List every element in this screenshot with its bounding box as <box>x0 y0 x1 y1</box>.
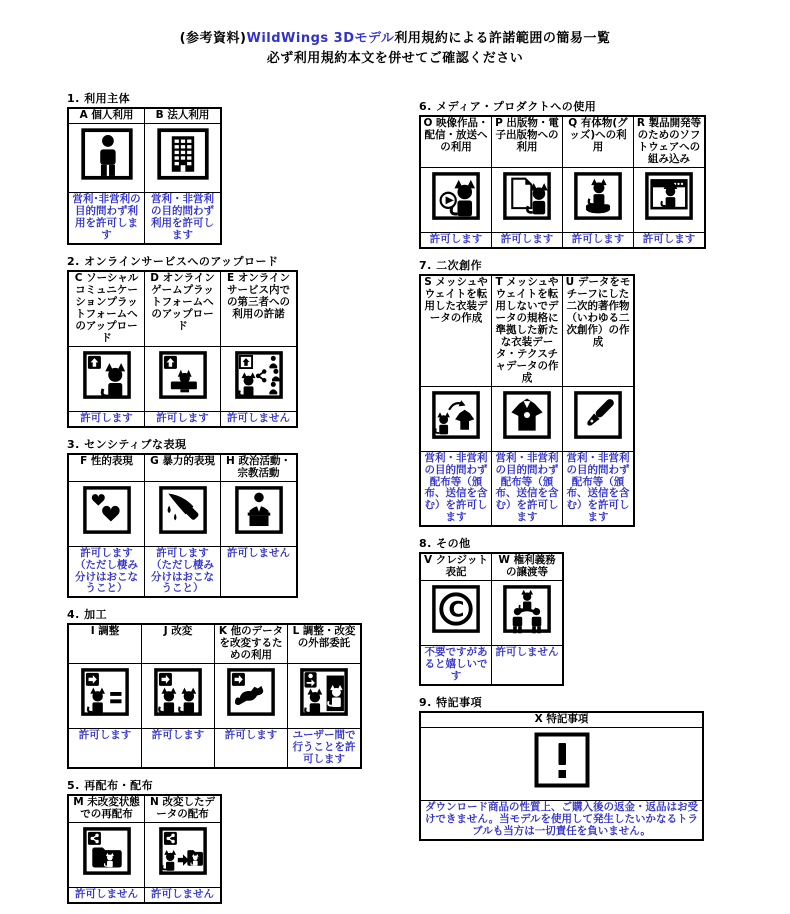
title-prefix: (参考資料) <box>179 31 247 46</box>
cell-header: M 未改変状態での再配布 <box>68 795 145 822</box>
icon-cell <box>420 728 703 801</box>
permission-table-7 <box>419 274 635 528</box>
permission-text: 許可しません <box>68 888 145 903</box>
permission-table-6 <box>419 115 706 249</box>
section-6 <box>419 100 719 249</box>
outsource-icon <box>290 666 358 718</box>
cell-header: D オンラインゲームプラットフォームへのアップロード <box>145 271 221 346</box>
cell-header: X 特記事項 <box>420 712 703 727</box>
hearts-icon <box>71 484 142 536</box>
permission-table-5 <box>67 794 222 904</box>
icon-cell <box>492 167 563 232</box>
building-icon <box>147 126 218 182</box>
cell-header: P 出版物・電子出版物への利用 <box>492 116 563 167</box>
permission-text: 許可しません <box>221 546 298 597</box>
publication-cat-icon <box>494 170 560 222</box>
share-third-party-icon <box>223 349 294 401</box>
section-9 <box>419 696 719 841</box>
permission-text: 許可しません <box>145 888 222 903</box>
cell-header: Q 有体物(グッズ)への利用 <box>563 116 634 167</box>
title-subtitle: 必ず利用規約本文を併せてご確認ください <box>266 51 524 66</box>
icon-cell <box>68 664 142 729</box>
cell-header: F 性的表現 <box>68 454 145 481</box>
permission-table-8 <box>419 552 564 686</box>
person-icon <box>71 126 142 182</box>
section-5-label: 5. 再配布・配布 <box>67 779 154 793</box>
pen-icon <box>565 389 631 441</box>
permission-text: 許可します <box>634 232 706 247</box>
cell-header: I 調整 <box>68 624 142 663</box>
permission-text: 許可します <box>563 232 634 247</box>
cell-header: G 暴力的表現 <box>145 454 221 481</box>
costume-new-icon <box>494 389 560 441</box>
upload-cat-icon <box>71 349 142 401</box>
title-suffix: 利用規約による許諾範囲の簡易一覧 <box>394 31 611 46</box>
icon-cell <box>420 581 492 646</box>
permission-text: 許可します <box>145 411 221 426</box>
permission-text: ユーザー間で行うことを許可します <box>288 729 362 768</box>
permission-text: ダウンロード商品の性質上、ご購入後の返金・返品はお受けできません。当モデルを使用して発生したいかなるトラブルも当方は一切責任を負いません。 <box>420 801 703 840</box>
section-2 <box>67 255 372 428</box>
upload-game-icon <box>147 349 218 401</box>
rights-transfer-icon <box>494 583 560 635</box>
modify-cats-icon <box>144 666 212 718</box>
permission-text: 許可します <box>142 729 215 768</box>
icon-cell <box>142 664 215 729</box>
icon-cell <box>68 823 145 888</box>
cell-header: W 権利義務の譲渡等 <box>492 553 564 580</box>
cell-header: E オンラインサービス内での第三者への利用の許諾 <box>221 271 298 346</box>
section-1 <box>67 92 372 245</box>
icon-cell <box>145 123 222 192</box>
section-9-label: 9. 特記事項 <box>419 696 483 710</box>
permission-table-4 <box>67 623 362 769</box>
icon-cell <box>145 481 221 546</box>
permission-table-1 <box>67 107 222 245</box>
icon-cell <box>420 386 492 451</box>
section-3 <box>67 438 372 599</box>
costume-reuse-icon <box>423 389 489 441</box>
icon-cell <box>68 481 145 546</box>
section-1-label: 1. 利用主体 <box>67 92 131 105</box>
cell-header: J 改変 <box>142 624 215 663</box>
svg-text:C: C <box>448 597 465 623</box>
icon-cell <box>634 167 706 232</box>
icon-cell <box>288 664 362 729</box>
permission-text: 営利・非営利の目的問わず配布等（頒布、送信を含む）を許可します <box>492 451 563 526</box>
cell-header: N 改変したデータの配布 <box>145 795 222 822</box>
icon-cell <box>221 481 298 546</box>
permission-text: 許可します（ただし棲み分けはおこなうこと） <box>145 546 221 597</box>
software-window-icon <box>636 170 702 222</box>
permission-text: 許可します <box>68 729 142 768</box>
permission-table-2 <box>67 270 298 428</box>
icon-cell <box>492 581 564 646</box>
icon-cell <box>492 386 563 451</box>
icon-cell <box>221 346 298 411</box>
permission-text: 営利･非営利の目的問わず利用を許可します <box>68 192 145 243</box>
section-8-label: 8. その他 <box>419 537 471 551</box>
section-8 <box>419 537 719 686</box>
distribute-modified-icon <box>147 825 218 877</box>
cell-header: V クレジット表記 <box>420 553 492 580</box>
section-7-label: 7. 二次創作 <box>419 258 483 272</box>
permission-text: 営利・非営利の目的問わず配布等（頒布、送信を含む）を許可します <box>420 451 492 526</box>
copyright-icon <box>423 583 489 635</box>
permission-text: 営利・非営利の目的問わず利用を許可します <box>145 192 222 243</box>
section-2-label: 2. オンラインサービスへのアップロード <box>67 254 279 268</box>
cell-header: U データをモチーフにした二次的著作物（いわゆる二次創作）の作成 <box>563 275 635 386</box>
title-brand: WildWings 3Dモデル <box>246 31 395 46</box>
adjust-equal-icon <box>71 666 139 718</box>
section-4-label: 4. 加工 <box>67 608 108 622</box>
cell-header: A 個人利用 <box>68 108 145 123</box>
permission-table-9 <box>419 711 704 841</box>
podium-icon <box>223 484 294 536</box>
cell-header: C ソーシャルコミュニケーションプラットフォームへのアップロード <box>68 271 145 346</box>
cell-header: S メッシュやウェイトを転用した衣装データの作成 <box>420 275 492 386</box>
video-play-cat-icon <box>423 170 489 222</box>
section-6-label: 6. メディア・プロダクトへの使用 <box>419 100 597 113</box>
left-column <box>67 92 372 914</box>
cell-header: K 他のデータを改変するための利用 <box>215 624 288 663</box>
icon-cell <box>563 167 634 232</box>
section-7 <box>419 259 719 528</box>
cell-header: R 製品開発等のためのソフトウェアへの組み込み <box>634 116 706 167</box>
icon-cell <box>145 823 222 888</box>
icon-cell <box>563 386 635 451</box>
cell-header: L 調整・改変の外部委託 <box>288 624 362 663</box>
section-3-label: 3. センシティブな表現 <box>67 437 187 451</box>
goods-figure-icon <box>565 170 631 222</box>
cell-header: T メッシュやウェイトを転用しないでデータの規格に準拠した新たな衣装データ・テクスチャデータの作成 <box>492 275 563 386</box>
knife-icon <box>147 484 218 536</box>
title-line1 <box>0 29 790 49</box>
section-4 <box>67 608 372 769</box>
cell-header: H 政治活動・宗教活動 <box>221 454 298 481</box>
page-title <box>0 29 790 69</box>
permission-text: 許可します（ただし棲み分けはおこなうこと） <box>68 546 145 597</box>
permission-text: 許可します <box>215 729 288 768</box>
icon-cell <box>420 167 492 232</box>
permission-text: 許可します <box>68 411 145 426</box>
icon-cell <box>68 346 145 411</box>
permission-table-3 <box>67 453 298 599</box>
permission-text: 許可します <box>492 232 563 247</box>
cell-header: B 法人利用 <box>145 108 222 123</box>
permission-text: 不要ですがあると嬉しいです <box>420 646 492 685</box>
modify-other-data-icon <box>217 666 285 718</box>
icon-cell <box>68 123 145 192</box>
permission-text: 営利・非営利の目的問わず配布等（頒布、送信を含む）を許可します <box>563 451 635 526</box>
permission-text: 許可しません <box>221 411 298 426</box>
exclamation-icon <box>423 730 700 790</box>
icon-cell <box>145 346 221 411</box>
right-column <box>419 100 719 851</box>
permission-text: 許可します <box>420 232 492 247</box>
redistribute-folder-icon <box>71 825 142 877</box>
permission-text: 許可しません <box>492 646 564 685</box>
cell-header: O 映像作品・配信・放送への利用 <box>420 116 492 167</box>
section-5 <box>67 779 372 904</box>
icon-cell <box>215 664 288 729</box>
